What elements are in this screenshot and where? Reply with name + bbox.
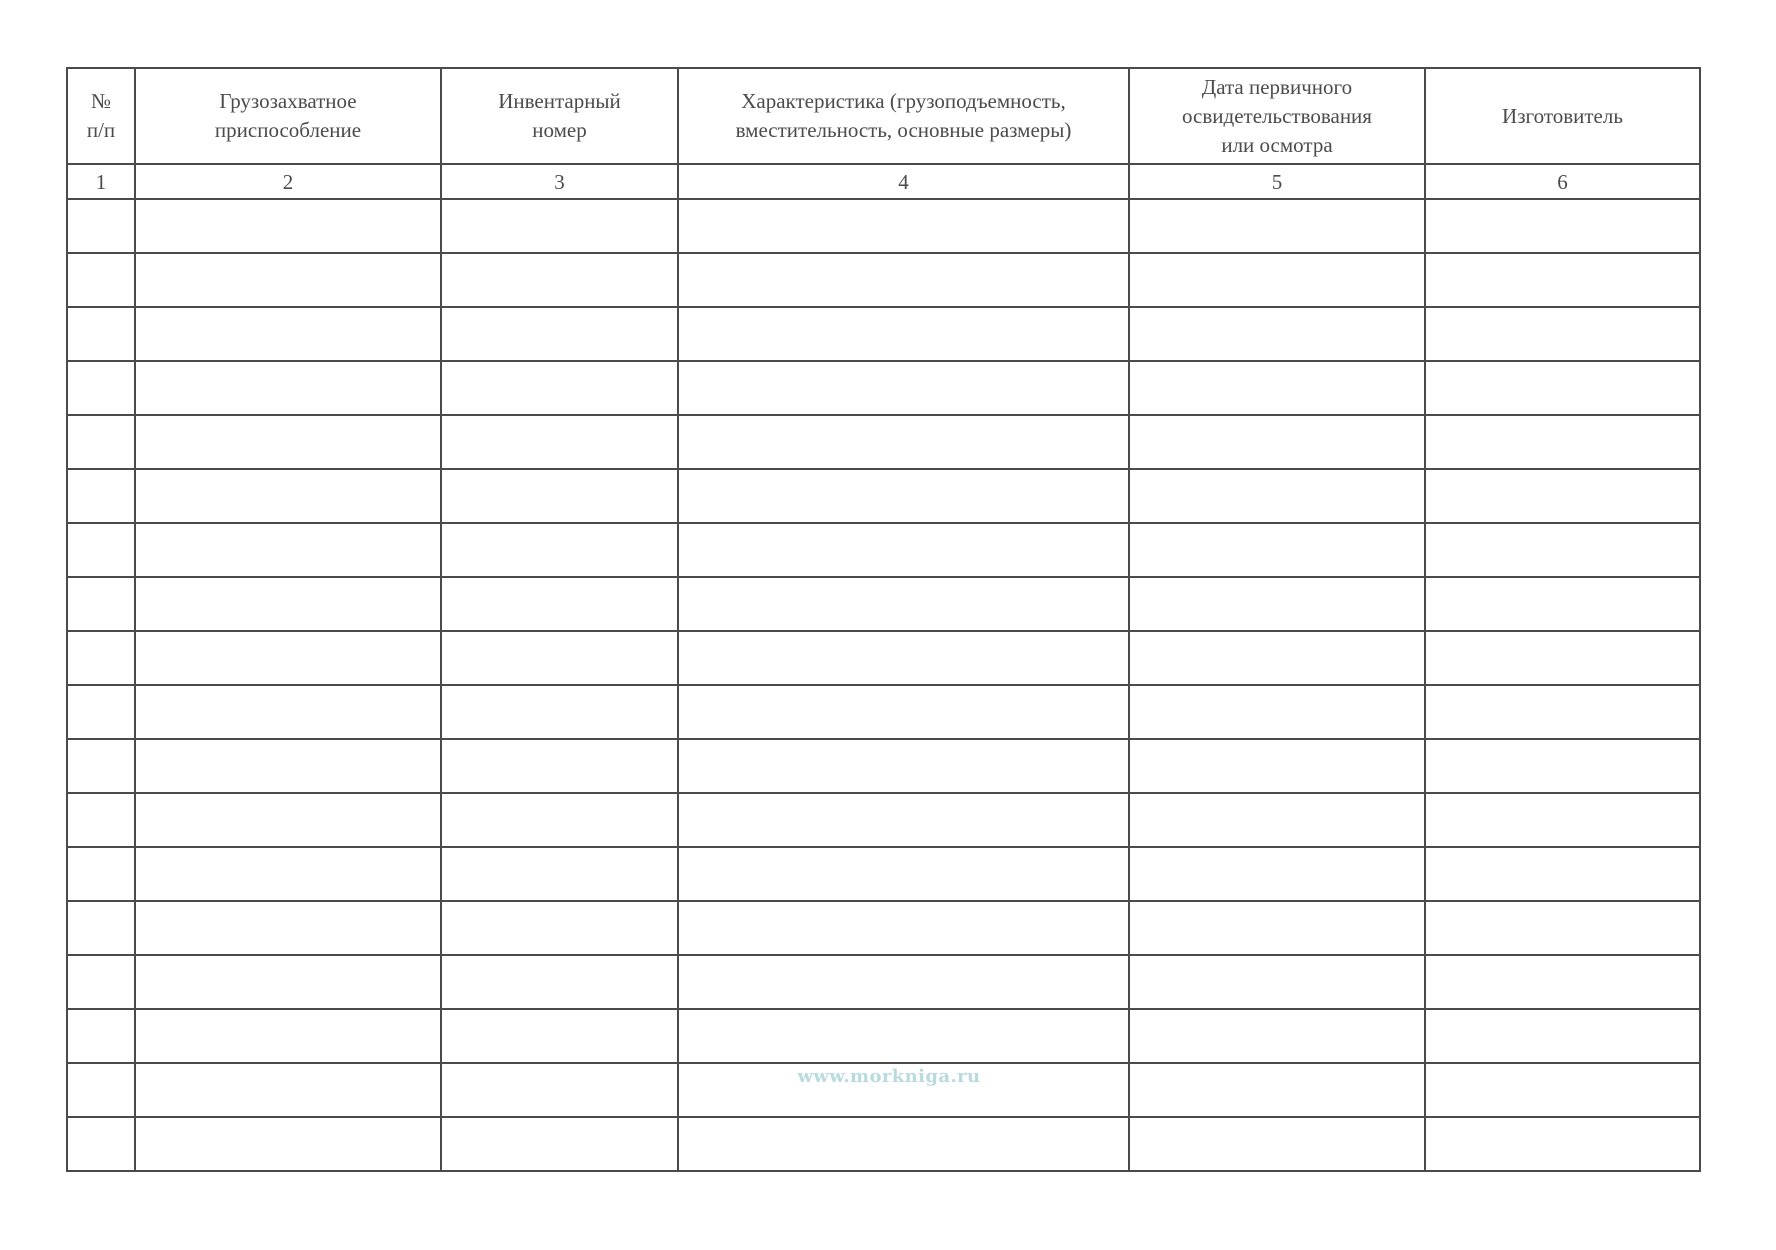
empty-cell	[67, 1009, 135, 1063]
header-device-line-2: приспособление	[214, 118, 362, 142]
header-date-line-1: Дата первичного	[1201, 74, 1353, 99]
empty-cell	[1129, 199, 1425, 253]
header-cell-characteristics	[678, 68, 1129, 164]
empty-cell	[678, 739, 1129, 793]
empty-cell	[678, 253, 1129, 307]
empty-cell	[1425, 253, 1700, 307]
empty-cell	[678, 901, 1129, 955]
empty-cell	[441, 793, 678, 847]
header-characteristics-line-1: Характеристика (грузоподъемность,	[741, 89, 1066, 113]
empty-cell	[1425, 469, 1700, 523]
empty-cell	[67, 523, 135, 577]
empty-cell	[1129, 307, 1425, 361]
empty-cell	[67, 739, 135, 793]
empty-cell	[1425, 415, 1700, 469]
table-row	[67, 253, 1700, 307]
empty-cell	[135, 793, 441, 847]
header-cell-manufacturer	[1425, 68, 1700, 164]
table-row	[67, 955, 1700, 1009]
table-row	[67, 199, 1700, 253]
header-cell-device	[135, 68, 441, 164]
empty-cell	[135, 253, 441, 307]
empty-cell	[1129, 685, 1425, 739]
empty-cell	[441, 1009, 678, 1063]
empty-cell	[441, 1063, 678, 1117]
header-characteristics-line-2: вместительность, основные размеры)	[735, 118, 1072, 142]
column-number-3: 3	[441, 164, 678, 199]
empty-cell	[678, 1009, 1129, 1063]
column-number-2: 2	[135, 164, 441, 199]
empty-cell	[441, 577, 678, 631]
empty-cell	[1425, 361, 1700, 415]
empty-cell	[67, 1117, 135, 1171]
empty-cell	[1129, 793, 1425, 847]
empty-cell	[135, 199, 441, 253]
empty-cell	[441, 955, 678, 1009]
empty-cell	[441, 361, 678, 415]
empty-cell	[1425, 577, 1700, 631]
empty-cell	[678, 469, 1129, 523]
header-row	[67, 68, 1700, 164]
empty-cell	[67, 955, 135, 1009]
empty-cell	[441, 199, 678, 253]
empty-cell	[135, 1117, 441, 1171]
empty-cell	[678, 361, 1129, 415]
empty-cell	[67, 577, 135, 631]
empty-cell	[1425, 307, 1700, 361]
table-row	[67, 577, 1700, 631]
empty-cell	[135, 901, 441, 955]
table-row	[67, 469, 1700, 523]
table-row	[67, 523, 1700, 577]
empty-cell	[135, 361, 441, 415]
empty-cell	[678, 199, 1129, 253]
empty-cell	[1425, 1117, 1700, 1171]
empty-cell	[1129, 847, 1425, 901]
header-number-line-2: п/п	[86, 118, 116, 142]
empty-cell	[441, 631, 678, 685]
empty-cell	[441, 253, 678, 307]
empty-cell	[441, 523, 678, 577]
empty-cell	[67, 253, 135, 307]
empty-cell	[67, 361, 135, 415]
empty-cell	[441, 901, 678, 955]
table-row	[67, 793, 1700, 847]
empty-cell	[135, 307, 441, 361]
empty-cell	[1129, 523, 1425, 577]
empty-cell	[67, 199, 135, 253]
empty-cell	[1425, 955, 1700, 1009]
empty-cell	[135, 685, 441, 739]
table-row	[67, 739, 1700, 793]
empty-cell	[441, 1117, 678, 1171]
table-row	[67, 1063, 1700, 1117]
empty-cell	[1129, 739, 1425, 793]
empty-cell	[678, 1063, 1129, 1117]
empty-cell	[1129, 577, 1425, 631]
table-row	[67, 1009, 1700, 1063]
column-number-1: 1	[67, 164, 135, 199]
table-row	[67, 847, 1700, 901]
empty-cell	[678, 793, 1129, 847]
empty-cell	[678, 1117, 1129, 1171]
empty-cell	[678, 955, 1129, 1009]
empty-cell	[135, 847, 441, 901]
header-cell-inspection-date	[1129, 68, 1425, 164]
empty-cell	[678, 523, 1129, 577]
empty-cell	[441, 469, 678, 523]
empty-cell	[1129, 1009, 1425, 1063]
empty-cell	[1129, 361, 1425, 415]
empty-cell	[67, 685, 135, 739]
empty-cell	[67, 847, 135, 901]
column-number-row	[67, 164, 1700, 199]
empty-cell	[135, 1009, 441, 1063]
empty-cell	[135, 631, 441, 685]
empty-cell	[135, 1063, 441, 1117]
empty-cell	[135, 577, 441, 631]
column-number-6: 6	[1425, 164, 1700, 199]
empty-cell	[1425, 523, 1700, 577]
empty-cell	[1129, 955, 1425, 1009]
empty-cell	[441, 307, 678, 361]
empty-cell	[1425, 739, 1700, 793]
header-number-line-1: №	[90, 89, 112, 113]
empty-cell	[1425, 631, 1700, 685]
empty-cell	[1425, 1009, 1700, 1063]
empty-cell	[1425, 847, 1700, 901]
header-manufacturer-line-1: Изготовитель	[1502, 103, 1623, 128]
empty-cell	[1129, 415, 1425, 469]
table-row	[67, 1117, 1700, 1171]
empty-cell	[1129, 469, 1425, 523]
empty-cell	[135, 739, 441, 793]
header-date-line-3: или осмотра	[1221, 132, 1333, 157]
empty-cell	[1129, 1063, 1425, 1117]
empty-cell	[135, 955, 441, 1009]
empty-cell	[67, 415, 135, 469]
empty-cell	[1129, 901, 1425, 955]
empty-cell	[135, 415, 441, 469]
empty-cell	[678, 307, 1129, 361]
table-row	[67, 415, 1700, 469]
lifting-devices-register-table	[66, 67, 1701, 1172]
empty-cell	[1425, 793, 1700, 847]
empty-cell	[135, 523, 441, 577]
empty-cell	[441, 847, 678, 901]
header-cell-inventory-number	[441, 68, 678, 164]
header-inventory-line-2: номер	[532, 118, 587, 142]
empty-cell	[678, 631, 1129, 685]
empty-cell	[135, 469, 441, 523]
empty-cell	[67, 1063, 135, 1117]
empty-cell	[441, 739, 678, 793]
empty-cell	[1129, 631, 1425, 685]
column-number-4: 4	[678, 164, 1129, 199]
table-row	[67, 361, 1700, 415]
empty-cell	[67, 307, 135, 361]
empty-cell	[1425, 1063, 1700, 1117]
empty-cell	[678, 577, 1129, 631]
empty-cell	[1129, 1117, 1425, 1171]
empty-cell	[1425, 199, 1700, 253]
empty-cell	[678, 847, 1129, 901]
empty-cell	[441, 685, 678, 739]
empty-cell	[67, 631, 135, 685]
empty-cell	[67, 793, 135, 847]
header-date-line-2: освидетельствования	[1182, 103, 1372, 128]
empty-cell	[441, 415, 678, 469]
empty-cell	[1425, 901, 1700, 955]
header-inventory-line-1: Инвентарный	[498, 89, 621, 113]
empty-cell	[1129, 253, 1425, 307]
table-row	[67, 631, 1700, 685]
watermark: www.morkniga.ru	[793, 1064, 985, 1090]
empty-cell	[1425, 685, 1700, 739]
header-cell-number	[67, 68, 135, 164]
header-device-line-1: Грузозахватное	[219, 89, 357, 113]
empty-cell	[678, 415, 1129, 469]
table-body	[67, 199, 1700, 1171]
column-number-5: 5	[1129, 164, 1425, 199]
table-row	[67, 307, 1700, 361]
table-row	[67, 901, 1700, 955]
table-row	[67, 685, 1700, 739]
empty-cell	[678, 685, 1129, 739]
empty-cell	[67, 469, 135, 523]
empty-cell	[67, 901, 135, 955]
